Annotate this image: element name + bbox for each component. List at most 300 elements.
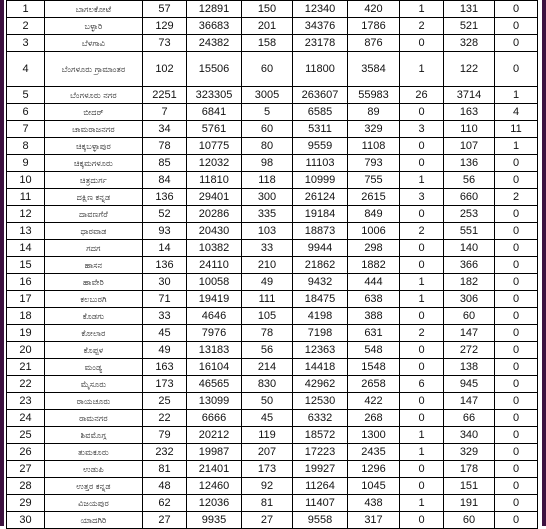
- value-cell: 0: [495, 478, 538, 495]
- table-row: [7, 359, 538, 376]
- value-cell: 9559: [293, 138, 348, 155]
- value-cell: 56: [444, 172, 495, 189]
- value-cell: 1: [400, 172, 444, 189]
- serial-number-cell: 11: [7, 189, 45, 206]
- value-cell: 9558: [293, 512, 348, 529]
- value-cell: 0: [400, 257, 444, 274]
- value-cell: 20430: [187, 223, 242, 240]
- value-cell: 14: [143, 240, 187, 257]
- value-cell: 2: [400, 223, 444, 240]
- serial-number-cell: 20: [7, 342, 45, 359]
- value-cell: 438: [348, 495, 400, 512]
- value-cell: 1548: [348, 359, 400, 376]
- value-cell: 1786: [348, 18, 400, 35]
- value-cell: 3005: [242, 87, 293, 104]
- district-name-cell: ಕಲಬುರಗಿ: [45, 291, 143, 308]
- value-cell: 0: [495, 206, 538, 223]
- value-cell: 0: [495, 376, 538, 393]
- value-cell: 0: [495, 1, 538, 18]
- value-cell: 12036: [187, 495, 242, 512]
- value-cell: 0: [495, 291, 538, 308]
- value-cell: 24110: [187, 257, 242, 274]
- value-cell: 1: [400, 427, 444, 444]
- value-cell: 0: [495, 461, 538, 478]
- table-row: [7, 35, 538, 52]
- value-cell: 1006: [348, 223, 400, 240]
- value-cell: 182: [444, 274, 495, 291]
- value-cell: 10382: [187, 240, 242, 257]
- value-cell: 1: [400, 52, 444, 87]
- value-cell: 420: [348, 1, 400, 18]
- serial-number-cell: 22: [7, 376, 45, 393]
- value-cell: 111: [242, 291, 293, 308]
- value-cell: 551: [444, 223, 495, 240]
- value-cell: 89: [348, 104, 400, 121]
- value-cell: 55983: [348, 87, 400, 104]
- value-cell: 19927: [293, 461, 348, 478]
- value-cell: 11264: [293, 478, 348, 495]
- value-cell: 147: [444, 325, 495, 342]
- table-row: [7, 342, 538, 359]
- value-cell: 1: [400, 1, 444, 18]
- district-name-cell: ಕೊಡಗು: [45, 308, 143, 325]
- value-cell: 151: [444, 478, 495, 495]
- value-cell: 80: [242, 138, 293, 155]
- value-cell: 0: [400, 240, 444, 257]
- value-cell: 755: [348, 172, 400, 189]
- value-cell: 18572: [293, 427, 348, 444]
- value-cell: 30: [143, 274, 187, 291]
- table-row: [7, 308, 538, 325]
- value-cell: 0: [495, 35, 538, 52]
- district-name-cell: ಚಿಕ್ಕಬಳ್ಳಾಪುರ: [45, 138, 143, 155]
- district-name-cell: ಉಡುಪಿ: [45, 461, 143, 478]
- value-cell: 129: [143, 18, 187, 35]
- table-row: [7, 104, 538, 121]
- value-cell: 7198: [293, 325, 348, 342]
- value-cell: 25: [143, 393, 187, 410]
- serial-number-cell: 8: [7, 138, 45, 155]
- table-row: [7, 325, 538, 342]
- value-cell: 11810: [187, 172, 242, 189]
- value-cell: 81: [143, 461, 187, 478]
- value-cell: 178: [444, 461, 495, 478]
- value-cell: 26: [400, 87, 444, 104]
- value-cell: 12363: [293, 342, 348, 359]
- value-cell: 6666: [187, 410, 242, 427]
- district-name-cell: ಹಾಸನ: [45, 257, 143, 274]
- value-cell: 9944: [293, 240, 348, 257]
- district-data-table: [6, 0, 538, 529]
- value-cell: 272: [444, 342, 495, 359]
- value-cell: 0: [400, 478, 444, 495]
- value-cell: 12460: [187, 478, 242, 495]
- value-cell: 1108: [348, 138, 400, 155]
- value-cell: 36683: [187, 18, 242, 35]
- value-cell: 3714: [444, 87, 495, 104]
- value-cell: 191: [444, 495, 495, 512]
- value-cell: 0: [400, 104, 444, 121]
- value-cell: 93: [143, 223, 187, 240]
- value-cell: 140: [444, 240, 495, 257]
- value-cell: 103: [242, 223, 293, 240]
- value-cell: 62: [143, 495, 187, 512]
- value-cell: 34: [143, 121, 187, 138]
- table-row: [7, 478, 538, 495]
- value-cell: 48: [143, 478, 187, 495]
- value-cell: 12032: [187, 155, 242, 172]
- value-cell: 4198: [293, 308, 348, 325]
- value-cell: 105: [242, 308, 293, 325]
- value-cell: 147: [444, 393, 495, 410]
- value-cell: 0: [400, 410, 444, 427]
- district-name-cell: ವಿಜಯಪುರ: [45, 495, 143, 512]
- value-cell: 0: [495, 410, 538, 427]
- value-cell: 3: [400, 121, 444, 138]
- value-cell: 23178: [293, 35, 348, 52]
- value-cell: 366: [444, 257, 495, 274]
- value-cell: 27: [143, 512, 187, 529]
- value-cell: 7: [143, 104, 187, 121]
- district-name-cell: ಬೆಳಗಾವಿ: [45, 35, 143, 52]
- serial-number-cell: 30: [7, 512, 45, 529]
- district-name-cell: ಬಳ್ಳಾರಿ: [45, 18, 143, 35]
- district-name-cell: ರಾಮನಗರ: [45, 410, 143, 427]
- value-cell: 0: [495, 155, 538, 172]
- table-row: [7, 410, 538, 427]
- value-cell: 10999: [293, 172, 348, 189]
- value-cell: 0: [495, 18, 538, 35]
- value-cell: 0: [400, 308, 444, 325]
- district-name-cell: ಹಾವೇರಿ: [45, 274, 143, 291]
- value-cell: 0: [400, 359, 444, 376]
- value-cell: 849: [348, 206, 400, 223]
- table-row: [7, 172, 538, 189]
- district-name-cell: ಗದಗ: [45, 240, 143, 257]
- value-cell: 12340: [293, 1, 348, 18]
- value-cell: 9935: [187, 512, 242, 529]
- value-cell: 42962: [293, 376, 348, 393]
- value-cell: 173: [242, 461, 293, 478]
- serial-number-cell: 3: [7, 35, 45, 52]
- serial-number-cell: 6: [7, 104, 45, 121]
- district-name-cell: ಚಾಮರಾಜನಗರ: [45, 121, 143, 138]
- serial-number-cell: 27: [7, 461, 45, 478]
- value-cell: 2: [495, 189, 538, 206]
- value-cell: 444: [348, 274, 400, 291]
- table-row: [7, 189, 538, 206]
- district-name-cell: ಕೊಪ್ಪಳ: [45, 342, 143, 359]
- value-cell: 0: [495, 342, 538, 359]
- table-row: [7, 376, 538, 393]
- value-cell: 131: [444, 1, 495, 18]
- value-cell: 119: [242, 427, 293, 444]
- value-cell: 5: [242, 104, 293, 121]
- value-cell: 317: [348, 512, 400, 529]
- district-name-cell: ದಾವಣಗೆರೆ: [45, 206, 143, 223]
- value-cell: 422: [348, 393, 400, 410]
- value-cell: 4646: [187, 308, 242, 325]
- table-row: [7, 257, 538, 274]
- serial-number-cell: 26: [7, 444, 45, 461]
- value-cell: 20212: [187, 427, 242, 444]
- value-cell: 78: [242, 325, 293, 342]
- value-cell: 18475: [293, 291, 348, 308]
- serial-number-cell: 7: [7, 121, 45, 138]
- value-cell: 1: [495, 138, 538, 155]
- value-cell: 0: [495, 512, 538, 529]
- value-cell: 136: [143, 257, 187, 274]
- district-name-cell: ಬಾಗಲಕೋಟೆ: [45, 1, 143, 18]
- district-name-cell: ಉತ್ತರ ಕನ್ನಡ: [45, 478, 143, 495]
- value-cell: 5311: [293, 121, 348, 138]
- table-body: [7, 1, 538, 529]
- value-cell: 0: [400, 35, 444, 52]
- serial-number-cell: 17: [7, 291, 45, 308]
- value-cell: 0: [495, 359, 538, 376]
- value-cell: 0: [495, 52, 538, 87]
- value-cell: 6585: [293, 104, 348, 121]
- value-cell: 660: [444, 189, 495, 206]
- value-cell: 150: [242, 1, 293, 18]
- district-name-cell: ಮಂಡ್ಯ: [45, 359, 143, 376]
- serial-number-cell: 10: [7, 172, 45, 189]
- value-cell: 0: [400, 461, 444, 478]
- value-cell: 1300: [348, 427, 400, 444]
- value-cell: 1296: [348, 461, 400, 478]
- serial-number-cell: 24: [7, 410, 45, 427]
- serial-number-cell: 2: [7, 18, 45, 35]
- value-cell: 298: [348, 240, 400, 257]
- value-cell: 102: [143, 52, 187, 87]
- value-cell: 0: [495, 308, 538, 325]
- value-cell: 0: [400, 206, 444, 223]
- value-cell: 21401: [187, 461, 242, 478]
- value-cell: 136: [444, 155, 495, 172]
- serial-number-cell: 1: [7, 1, 45, 18]
- value-cell: 19987: [187, 444, 242, 461]
- table-row: [7, 87, 538, 104]
- value-cell: 2435: [348, 444, 400, 461]
- value-cell: 263607: [293, 87, 348, 104]
- value-cell: 138: [444, 359, 495, 376]
- value-cell: 158: [242, 35, 293, 52]
- value-cell: 66: [444, 410, 495, 427]
- value-cell: 0: [400, 512, 444, 529]
- district-name-cell: ಚಿಕ್ಕಮಗಳೂರು: [45, 155, 143, 172]
- table-row: [7, 223, 538, 240]
- value-cell: 340: [444, 427, 495, 444]
- value-cell: 13183: [187, 342, 242, 359]
- value-cell: 49: [143, 342, 187, 359]
- value-cell: 19184: [293, 206, 348, 223]
- table-row: [7, 291, 538, 308]
- value-cell: 33: [242, 240, 293, 257]
- value-cell: 20286: [187, 206, 242, 223]
- table-row: [7, 155, 538, 172]
- value-cell: 268: [348, 410, 400, 427]
- value-cell: 56: [242, 342, 293, 359]
- value-cell: 1: [400, 495, 444, 512]
- value-cell: 16104: [187, 359, 242, 376]
- value-cell: 0: [495, 274, 538, 291]
- value-cell: 45: [242, 410, 293, 427]
- value-cell: 24382: [187, 35, 242, 52]
- value-cell: 335: [242, 206, 293, 223]
- table-row: [7, 461, 538, 478]
- value-cell: 12530: [293, 393, 348, 410]
- value-cell: 9432: [293, 274, 348, 291]
- value-cell: 10058: [187, 274, 242, 291]
- value-cell: 84: [143, 172, 187, 189]
- district-name-cell: ಬೀದರ್: [45, 104, 143, 121]
- value-cell: 0: [495, 325, 538, 342]
- table-row: [7, 240, 538, 257]
- value-cell: 49: [242, 274, 293, 291]
- serial-number-cell: 18: [7, 308, 45, 325]
- value-cell: 11800: [293, 52, 348, 87]
- district-name-cell: ಧಾರವಾಡ: [45, 223, 143, 240]
- value-cell: 548: [348, 342, 400, 359]
- table-row: [7, 427, 538, 444]
- serial-number-cell: 29: [7, 495, 45, 512]
- value-cell: 163: [143, 359, 187, 376]
- serial-number-cell: 25: [7, 427, 45, 444]
- value-cell: 107: [444, 138, 495, 155]
- value-cell: 11: [495, 121, 538, 138]
- value-cell: 2658: [348, 376, 400, 393]
- serial-number-cell: 13: [7, 223, 45, 240]
- value-cell: 329: [348, 121, 400, 138]
- value-cell: 2: [400, 18, 444, 35]
- value-cell: 4: [495, 104, 538, 121]
- value-cell: 71: [143, 291, 187, 308]
- value-cell: 521: [444, 18, 495, 35]
- value-cell: 29401: [187, 189, 242, 206]
- value-cell: 2: [400, 325, 444, 342]
- value-cell: 7976: [187, 325, 242, 342]
- value-cell: 207: [242, 444, 293, 461]
- value-cell: 10775: [187, 138, 242, 155]
- value-cell: 0: [495, 172, 538, 189]
- value-cell: 0: [495, 240, 538, 257]
- serial-number-cell: 9: [7, 155, 45, 172]
- serial-number-cell: 12: [7, 206, 45, 223]
- value-cell: 2615: [348, 189, 400, 206]
- value-cell: 3584: [348, 52, 400, 87]
- value-cell: 1: [400, 444, 444, 461]
- value-cell: 50: [242, 393, 293, 410]
- value-cell: 1: [495, 87, 538, 104]
- value-cell: 14418: [293, 359, 348, 376]
- district-name-cell: ರಾಯಚೂರು: [45, 393, 143, 410]
- value-cell: 0: [495, 427, 538, 444]
- serial-number-cell: 21: [7, 359, 45, 376]
- value-cell: 638: [348, 291, 400, 308]
- district-name-cell: ಕೋಲಾರ: [45, 325, 143, 342]
- value-cell: 92: [242, 478, 293, 495]
- value-cell: 5761: [187, 121, 242, 138]
- value-cell: 60: [444, 308, 495, 325]
- district-name-cell: ಬೆಂಗಳೂರು ಗ್ರಾಮಾಂತರ: [45, 52, 143, 87]
- district-name-cell: ಬೆಂಗಳೂರು ನಗರ: [45, 87, 143, 104]
- value-cell: 26124: [293, 189, 348, 206]
- value-cell: 0: [400, 393, 444, 410]
- value-cell: 0: [495, 393, 538, 410]
- district-name-cell: ದಕ್ಷಿಣ ಕನ್ನಡ: [45, 189, 143, 206]
- value-cell: 13099: [187, 393, 242, 410]
- value-cell: 110: [444, 121, 495, 138]
- value-cell: 328: [444, 35, 495, 52]
- value-cell: 19419: [187, 291, 242, 308]
- value-cell: 45: [143, 325, 187, 342]
- value-cell: 34376: [293, 18, 348, 35]
- value-cell: 33: [143, 308, 187, 325]
- value-cell: 631: [348, 325, 400, 342]
- value-cell: 945: [444, 376, 495, 393]
- table-row: [7, 206, 538, 223]
- table-row: [7, 495, 538, 512]
- district-name-cell: ಯಾದಗಿರಿ: [45, 512, 143, 529]
- value-cell: 793: [348, 155, 400, 172]
- value-cell: 323305: [187, 87, 242, 104]
- serial-number-cell: 5: [7, 87, 45, 104]
- table-row: [7, 444, 538, 461]
- value-cell: 11407: [293, 495, 348, 512]
- serial-number-cell: 23: [7, 393, 45, 410]
- value-cell: 388: [348, 308, 400, 325]
- table-row: [7, 18, 538, 35]
- value-cell: 0: [495, 495, 538, 512]
- value-cell: 0: [400, 155, 444, 172]
- value-cell: 18873: [293, 223, 348, 240]
- value-cell: 15506: [187, 52, 242, 87]
- table-row: [7, 52, 538, 87]
- value-cell: 214: [242, 359, 293, 376]
- value-cell: 21862: [293, 257, 348, 274]
- value-cell: 81: [242, 495, 293, 512]
- value-cell: 79: [143, 427, 187, 444]
- value-cell: 3: [400, 189, 444, 206]
- value-cell: 210: [242, 257, 293, 274]
- value-cell: 253: [444, 206, 495, 223]
- value-cell: 1: [400, 274, 444, 291]
- value-cell: 163: [444, 104, 495, 121]
- value-cell: 232: [143, 444, 187, 461]
- value-cell: 0: [495, 257, 538, 274]
- district-name-cell: ಶಿವಮೊಗ್ಗ: [45, 427, 143, 444]
- table-row: [7, 274, 538, 291]
- serial-number-cell: 28: [7, 478, 45, 495]
- serial-number-cell: 15: [7, 257, 45, 274]
- value-cell: 73: [143, 35, 187, 52]
- table-row: [7, 393, 538, 410]
- value-cell: 2251: [143, 87, 187, 104]
- value-cell: 17223: [293, 444, 348, 461]
- value-cell: 1: [400, 291, 444, 308]
- value-cell: 60: [242, 52, 293, 87]
- value-cell: 85: [143, 155, 187, 172]
- district-name-cell: ಚಿತ್ರದುರ್ಗ: [45, 172, 143, 189]
- serial-number-cell: 19: [7, 325, 45, 342]
- table-row: [7, 138, 538, 155]
- value-cell: 201: [242, 18, 293, 35]
- value-cell: 0: [495, 223, 538, 240]
- value-cell: 136: [143, 189, 187, 206]
- table-row: [7, 1, 538, 18]
- serial-number-cell: 14: [7, 240, 45, 257]
- value-cell: 27: [242, 512, 293, 529]
